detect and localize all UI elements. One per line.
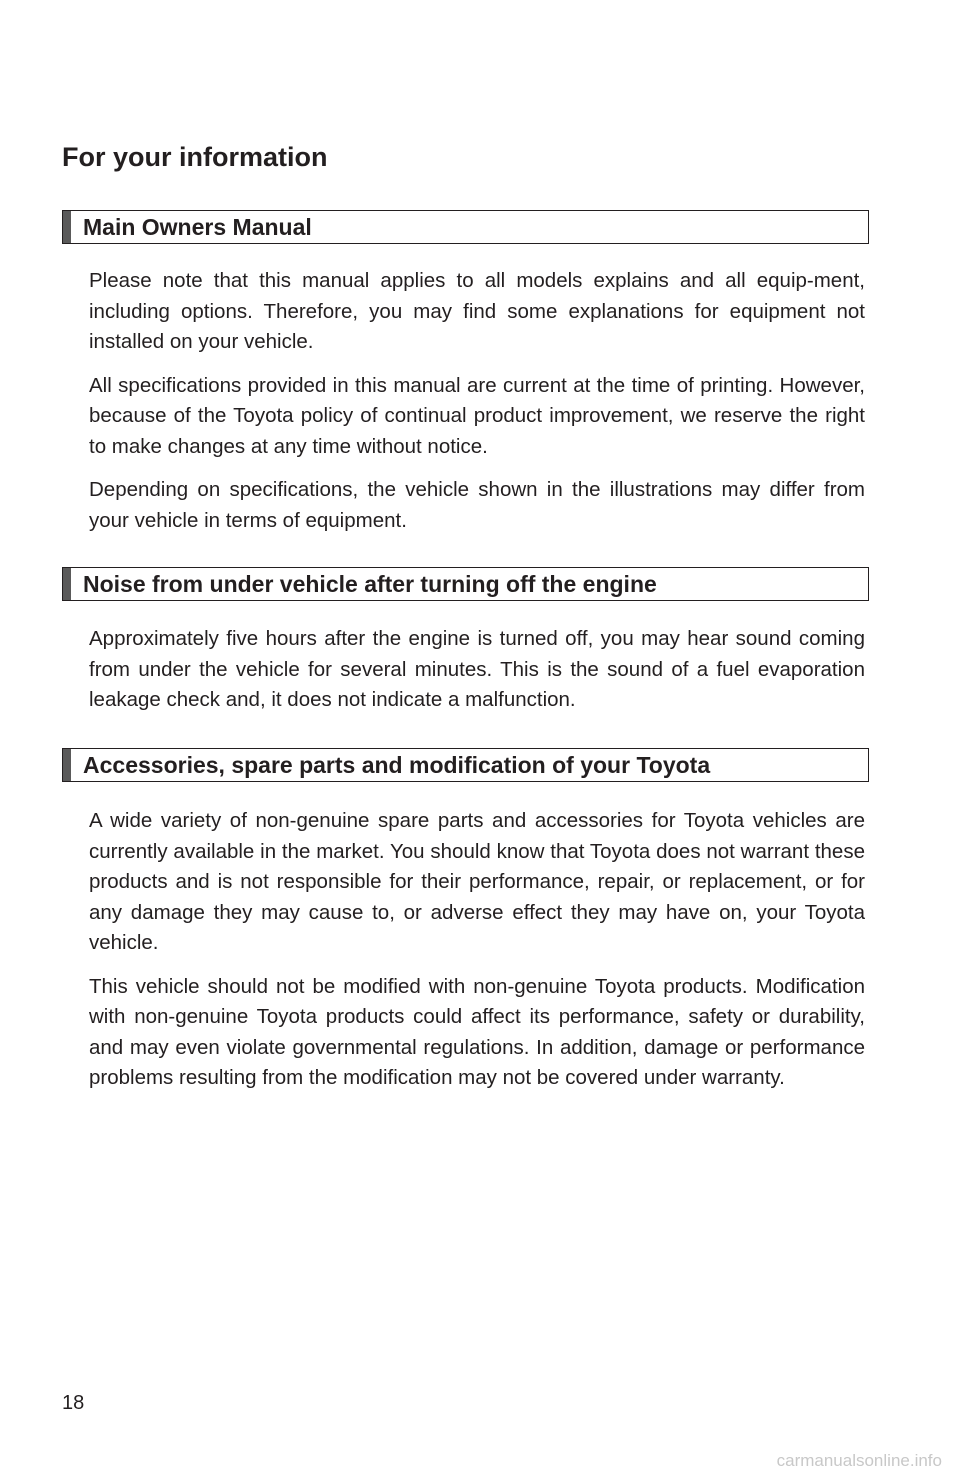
paragraph: This vehicle should not be modified with non-genuine Toyota products. Modification with non-genuine Toyota products could affect its performance, safety or durability, and may even violate governmental regulations. In addition, damage or performance problems resulting from the modification may not be covered under warranty.	[89, 974, 865, 1089]
section-body-noise	[89, 624, 865, 729]
heading-bar	[63, 749, 71, 781]
section-heading-label: Noise from under vehicle after turning off the engine	[83, 571, 657, 597]
section-heading-accessories	[62, 748, 869, 782]
paragraph: Approximately five hours after the engine is turned off, you may hear sound coming from under the vehicle for several minutes. This is the sound of a fuel evaporation leakage check and, it does not indicate a malfunction.	[89, 627, 865, 711]
section-heading-label: Accessories, spare parts and modification of your Toyota	[83, 752, 711, 778]
paragraph: Depending on specifications, the vehicle shown in the illustrations may differ from your vehicle in terms of equipment.	[89, 478, 865, 532]
heading-bar	[63, 211, 71, 243]
heading-bar	[63, 568, 71, 600]
section-body-accessories	[89, 806, 865, 1107]
watermark: carmanualsonline.info	[776, 1451, 942, 1470]
section-heading-label: Main Owners Manual	[83, 214, 312, 240]
paragraph: All specifications provided in this manual are current at the time of printing. However, because of the Toyota policy of continual product improvement, we reserve the right to make changes at any time without notice.	[89, 373, 865, 458]
page-title: For your information	[62, 142, 328, 172]
paragraph: Please note that this manual applies to all models explains and all equip-ment, including options. Therefore, you may find some explanations for equipment not installed on your vehicle.	[89, 269, 865, 353]
section-body-main-owners-manual	[89, 266, 865, 549]
section-heading-noise	[62, 567, 869, 601]
page-number: 18	[62, 1392, 85, 1414]
paragraph: A wide variety of non-genuine spare parts and accessories for Toyota vehicles are currently available in the market. You should know that Toyota does not warrant these products and is not responsible for their performance, repair, or replacement, or for any damage they may cause to, or adverse effect they may have on, your Toyota vehicle.	[89, 809, 865, 954]
section-heading-main-owners-manual	[62, 210, 869, 244]
